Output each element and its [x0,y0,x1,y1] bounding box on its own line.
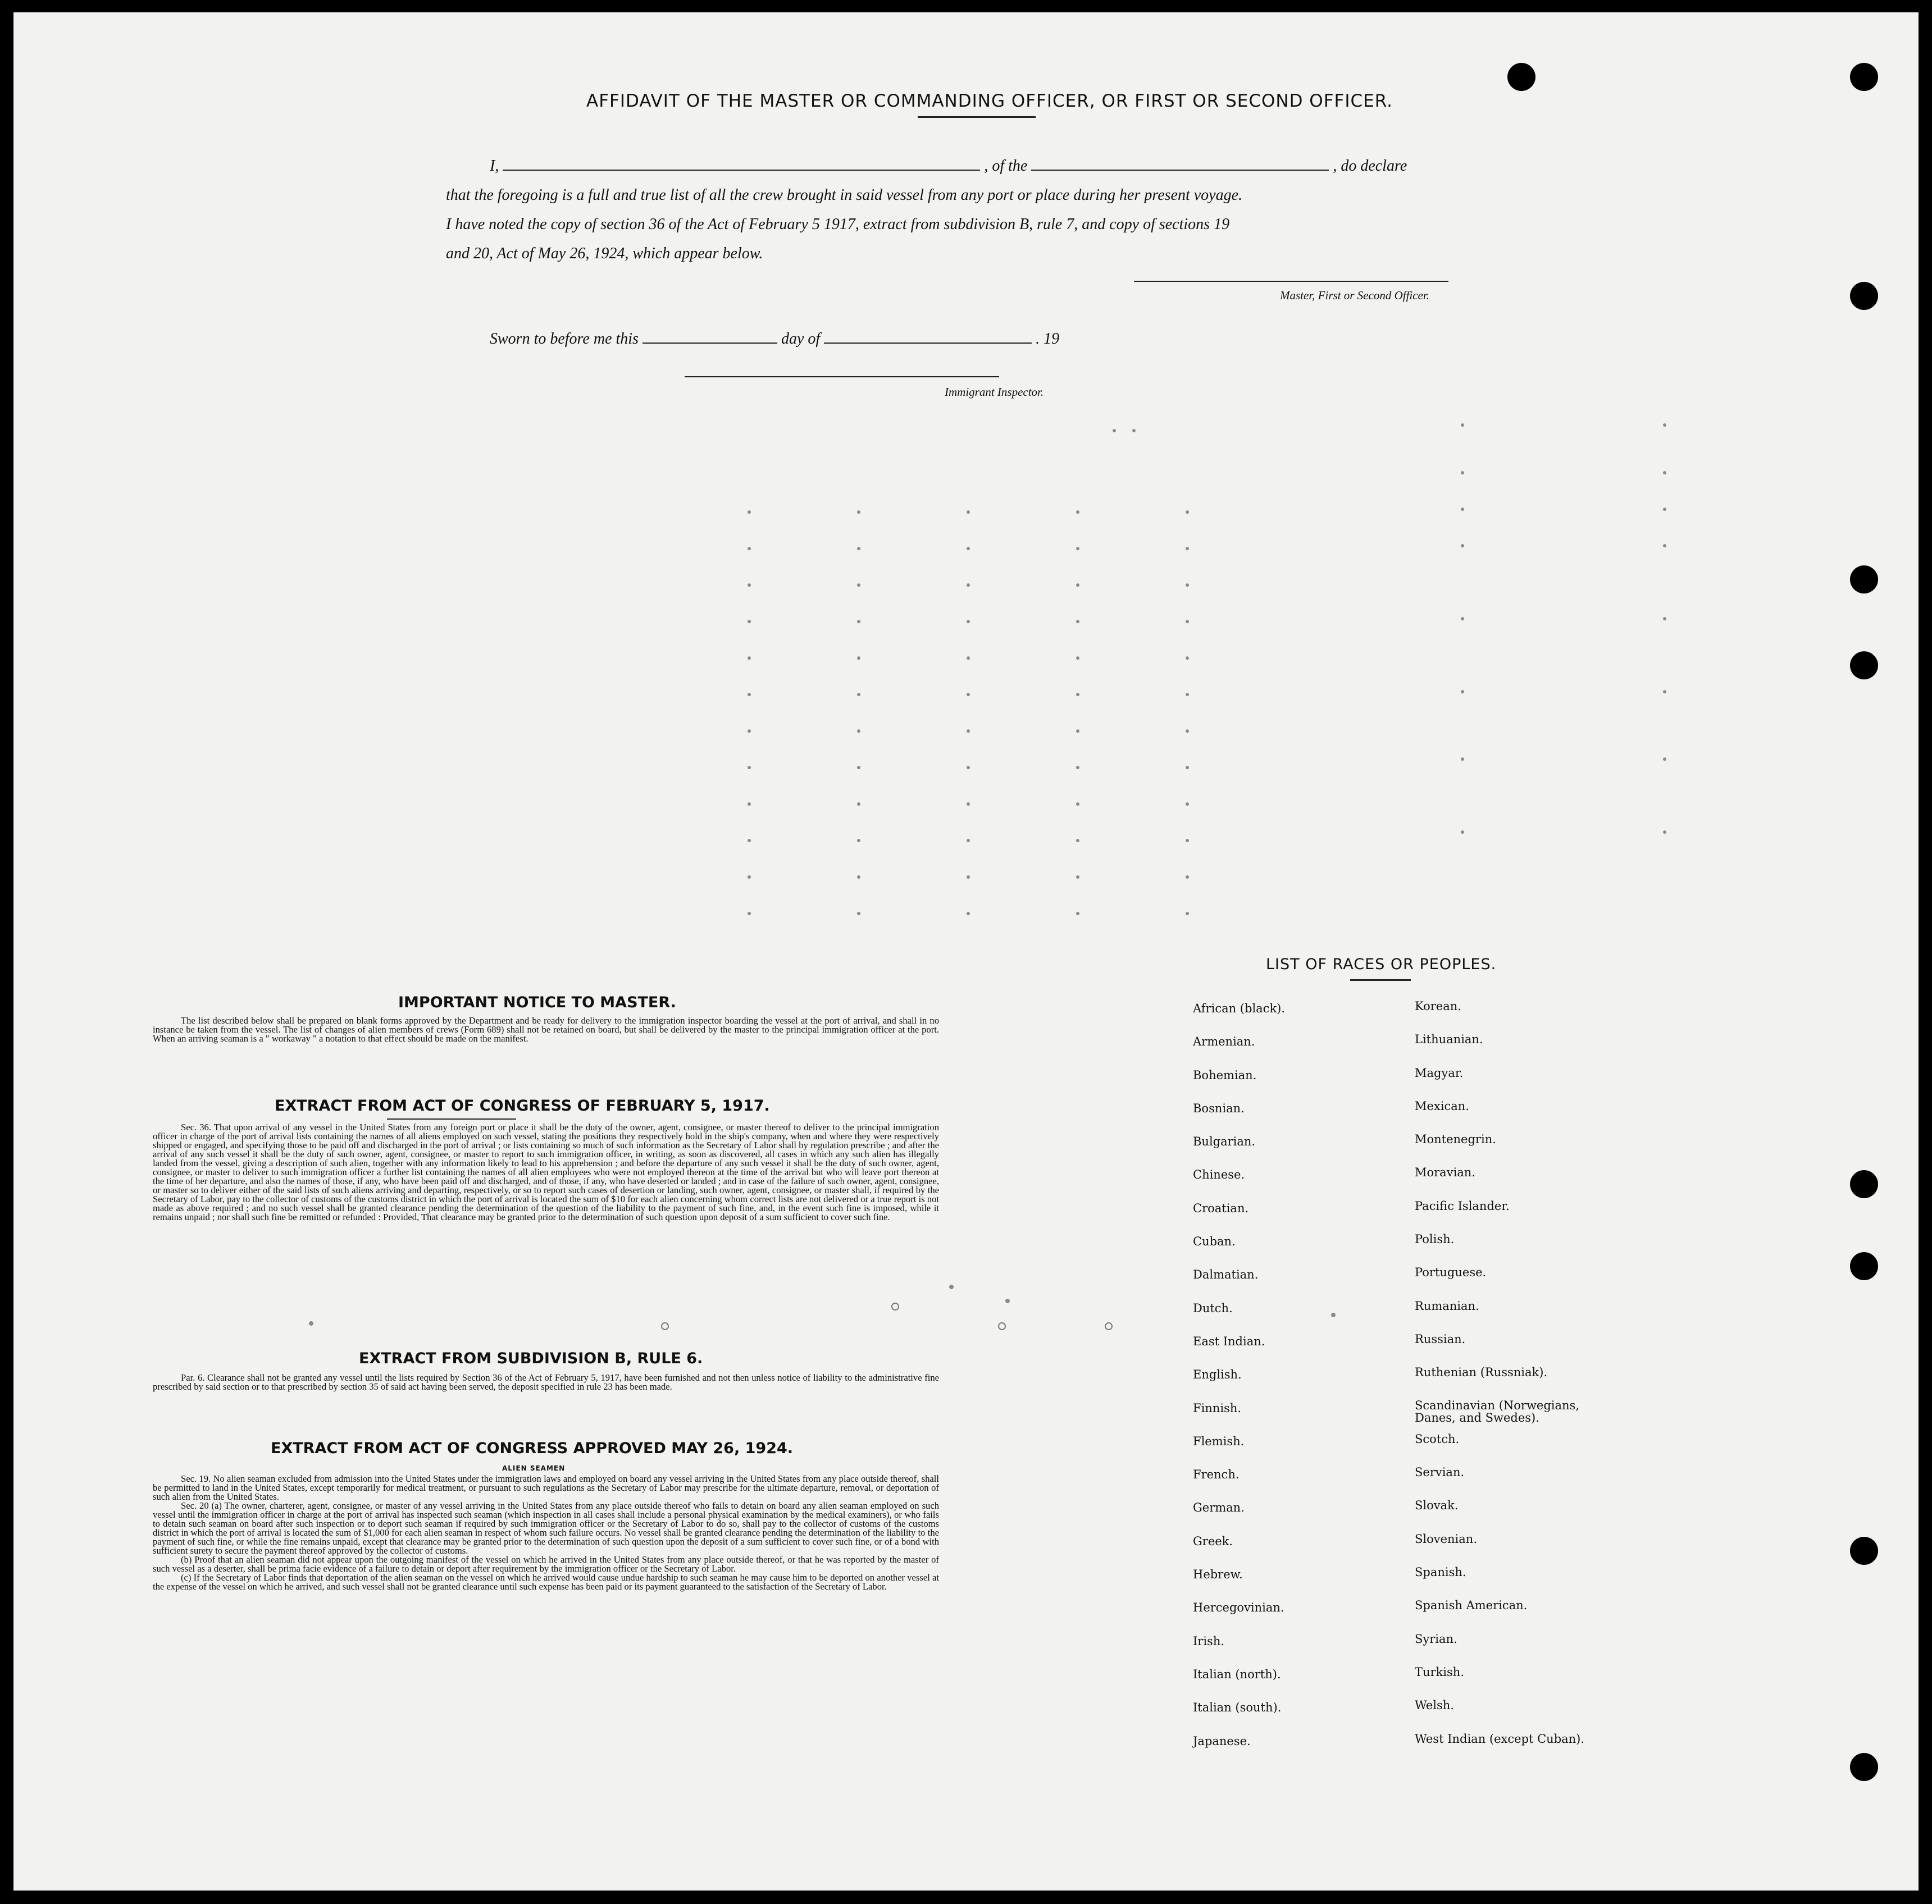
punch-hole [1850,1753,1878,1781]
race-item: Pacific Islander. [1415,1199,1510,1213]
races-right-column [1415,999,1617,1765]
races-title: LIST OF RACES OR PEOPLES. [1266,956,1497,973]
race-item: Chinese. [1193,1168,1245,1182]
notice-text: The list described below shall be prepared on blank forms approved by the Department and be ready for delivery to the immigration inspector boarding the vessel at the port of arrival, and shall in no instance be taken from the vessel. The list of changes of alien members of crews (Form 689) shall not be retained on board, but shall be delivered by the master to the principal immigration officer at the port. When an arriving seaman is a " workaway " a notation to that effect should be made on the manifest. [153,1015,939,1044]
race-item: Croatian. [1193,1201,1249,1215]
race-item: Slovenian. [1415,1532,1477,1546]
race-item: English. [1193,1368,1242,1382]
act-1924-title: EXTRACT FROM ACT OF CONGRESS APPROVED MAY 26, 1924. [271,1440,794,1457]
alien-seamen-subtitle: ALIEN SEAMEN [502,1464,566,1472]
race-item: Magyar. [1415,1066,1464,1080]
race-item: Korean. [1415,999,1461,1013]
rule-6-text: Par. 6. Clearance shall not be granted any vessel until the lists required by Section 36 of the Act of February 5, 1917, have been furnished and not then unless notice of liability to the administrative fine prescribed by said section or to that prescribed by section 35 of said act having been served, the deposit specified in rule 23 has been made. [153,1372,939,1392]
race-item: Lithuanian. [1415,1033,1483,1047]
race-item: Hercegovinian. [1193,1601,1284,1615]
sworn-day-of: day of [781,330,821,348]
race-item: Bosnian. [1193,1101,1245,1115]
race-item: Polish. [1415,1232,1455,1246]
race-item: Slovak. [1415,1499,1459,1513]
rule-6-title: EXTRACT FROM SUBDIVISION B, RULE 6. [359,1350,703,1367]
punch-hole [1850,63,1878,91]
race-item: Scotch. [1415,1432,1460,1446]
act-1924-body [153,1474,939,1591]
race-item: Scandinavian (Norwegians, Danes, and Swedes). [1415,1398,1580,1424]
race-item: Spanish American. [1415,1599,1528,1613]
declaration-line-2: that the foregoing is a full and true list of all the crew brought in said vessel from any port or place during her present voyage. [446,186,1243,204]
declaration-do-declare: , do declare [1333,157,1407,175]
race-item: French. [1193,1468,1240,1482]
punch-hole [1507,63,1535,91]
race-item: West Indian (except Cuban). [1415,1732,1585,1746]
race-item: Mexican. [1415,1099,1469,1113]
declaration-line-3: I have noted the copy of section 36 of the Act of February 5 1917, extract from subdivision B, rule 7, and copy of sections 19 [446,216,1230,233]
race-item: Hebrew. [1193,1568,1243,1582]
race-item: African (black). [1193,1002,1286,1015]
document-page [13,12,1919,1891]
bleed-through-marks [13,12,1919,1891]
race-item: Syrian. [1415,1632,1457,1646]
race-item: Rumanian. [1415,1299,1479,1313]
race-item: Montenegrin. [1415,1133,1496,1147]
act-1917-divider [387,1118,516,1120]
inspector-signature-label: Immigrant Inspector. [945,385,1044,399]
punch-hole [1850,1537,1878,1565]
race-item: East Indian. [1193,1334,1265,1348]
race-item: Japanese. [1193,1734,1251,1748]
race-item: Bohemian. [1193,1068,1257,1082]
race-item: Bulgarian. [1193,1135,1256,1149]
races-left-column [1193,1002,1395,1768]
punch-hole [1850,282,1878,310]
punch-hole [1850,565,1878,593]
sec-19-text: Sec. 19. No alien seaman excluded from admission into the United States under the immigration laws and employed on board any vessel arriving in the United States from any place outside thereof, shall be permitted to land in the United States, except temporarily for medical treatment, or pursuant to such regulations as the Secretary of Labor may prescribe for the ultimate departure, removal, or deportation of such alien from the United States. [153,1473,939,1502]
declaration-i: I, [490,157,499,175]
declaration-line-4: and 20, Act of May 26, 1924, which appear below. [446,245,763,262]
declaration-of-the: , of the [984,157,1028,175]
master-signature-label: Master, First or Second Officer. [1280,289,1429,302]
affidavit-title: AFFIDAVIT OF THE MASTER OR COMMANDING OFFICER, OR FIRST OR SECOND OFFICER. [586,91,1393,111]
race-item: Portuguese. [1415,1266,1487,1280]
sec-20a-text: Sec. 20 (a) The owner, charterer, agent, consignee, or master of any vessel arriving in the United States from any place outside thereof who fails to detain on board any alien seaman employed on such vessel until the immigration officer in charge at the port of arrival has inspected such seaman (which inspection in all cases shall include a personal physical examination by the medical examiners), or who fails to detain such seaman on board after such inspection or to deport such seaman if required by such immigration officer or the Secretary of Labor to do so, shall pay to the collector of customs of the customs district in which the port of arrival is located the sum of $1,000 for each alien seaman in respect of whom such failure occurs. No vessel shall be granted clearance pending the determination of the liability to the payment of such fine, or while the fine remains unpaid, except that clearance may be granted prior to the determination of such question upon the deposit of a sum sufficient to cover such fine, or of a bond with sufficient surety to secure the payment thereof approved by the collector of customs. [153,1500,939,1556]
notice-title: IMPORTANT NOTICE TO MASTER. [398,994,676,1011]
race-item: Italian (south). [1193,1701,1282,1715]
race-item: Greek. [1193,1534,1233,1548]
race-item: Russian. [1415,1332,1466,1346]
sworn-text: Sworn to before me this [490,330,639,348]
race-item: Dutch. [1193,1301,1233,1315]
race-item: Dalmatian. [1193,1268,1259,1282]
race-item: Moravian. [1415,1166,1476,1180]
race-item: Ruthenian (Russniak). [1415,1366,1548,1380]
race-item: Turkish. [1415,1665,1464,1679]
race-item: Welsh. [1415,1698,1454,1713]
punch-hole [1850,1170,1878,1198]
race-item: Finnish. [1193,1401,1242,1415]
sec-20b-text: (b) Proof that an alien seaman did not appear upon the outgoing manifest of the vessel on which he arrived in the United States from any place outside thereof, or that he was reported by the master of such vessel as a deserter, shall be prima facie evidence of a failure to detain or deport after requirement by the immigration officer or the Secretary of Labor. [153,1554,939,1574]
race-item: German. [1193,1501,1245,1515]
race-item: Cuban. [1193,1235,1236,1249]
race-item: Flemish. [1193,1434,1245,1448]
sec-20c-text: (c) If the Secretary of Labor finds that deportation of the alien seaman on the vessel on which he arrived would cause undue hardship to such seaman he may cause him to be deported on another vessel at the expense of the vessel on which he arrived, and such vessel shall not be granted clearance until such expense has been paid or its payment guaranteed to the satisfaction of the Secretary of Labor. [153,1572,939,1592]
races-divider [1350,979,1411,981]
race-item: Italian (north). [1193,1667,1281,1681]
punch-hole [1850,651,1878,679]
race-item: Servian. [1415,1465,1465,1480]
race-item: Spanish. [1415,1565,1466,1579]
act-1917-title: EXTRACT FROM ACT OF CONGRESS OF FEBRUARY 5, 1917. [275,1097,770,1115]
race-item: Armenian. [1193,1035,1255,1049]
race-item: Irish. [1193,1634,1225,1648]
punch-hole [1850,1252,1878,1280]
sworn-year: . 19 [1036,330,1060,348]
act-1917-text: Sec. 36. That upon arrival of any vessel in the United States from any foreign port or place it shall be the duty of the owner, agent, consignee, or master thereof to deliver to the principal immigration officer in charge of the port of arrival lists containing the names of all aliens employed on such vessel, stating the positions they respectively hold in the ship's company, when and where they were respectively shipped or engaged, and specifying those to be paid off and discharged in the port of arrival ; or lists containing so much of such information as the Secretary of Labor shall by regulation prescribe ; and after the arrival of any such vessel it shall be the duty of such owner, agent, consignee, or master to report to such immigration officer, in writing, as soon as discovered, all cases in which any such alien has illegally landed from the vessel, giving a description of such alien, together with any information likely to lead to his apprehension ; and before the departure of any such vessel it shall be the duty of such owner, agent, consignee, or master to deliver to such immigration officer a further list containing the names of all alien employees who were not employed thereon at the time of the arrival but who will leave port thereon at the time of her departure, and also the names of those, if any, who have been paid off and discharged, and of those, if any, who have deserted or landed ; and in case of the failure of such owner, agent, consignee, or master so to deliver either of the said lists of such aliens arriving and departing, respectively, or so to report such cases of desertion or landing, such owner, agent, consignee, or master shall, if required by the Secretary of Labor, pay to the collector of customs of the customs district in which the port of arrival is located the sum of $10 for each alien concerning whom correct lists are not delivered or a true report is not made as above required ; and no such vessel shall be granted clearance pending the determination of the question of the liability to the payment of such fine, and, in the event such fine is imposed, while it remains unpaid ; nor shall such fine be remitted or refunded : Provided, That clearance may be granted prior to the determination of such question upon deposit of a sum sufficient to cover such fine. [153,1122,939,1222]
